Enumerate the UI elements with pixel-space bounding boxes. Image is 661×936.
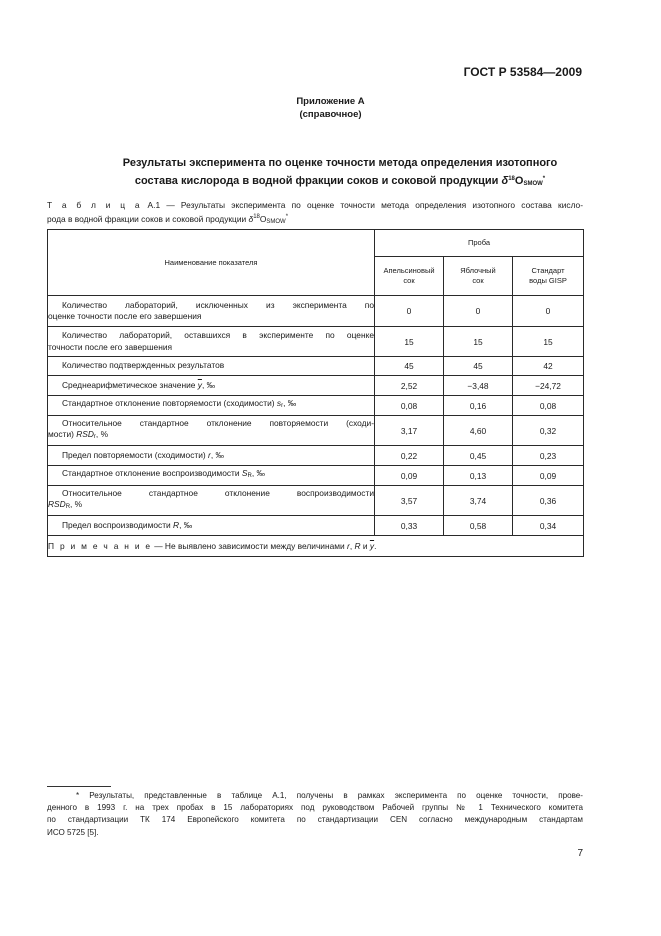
col-header-apple-juice: Яблочный сок	[444, 257, 513, 296]
cell-value: −24,72	[513, 376, 584, 396]
row-label: Количество лабораторий, исключенных из эксперимента по оценке точности после его завершения	[48, 296, 375, 327]
section-title-line2: состава кислорода в водной фракции соков и соковой продукции $\delta^{18}O_{SMOW}^*$	[134, 175, 546, 187]
cell-value: 0,23	[513, 446, 584, 466]
table-row	[48, 357, 584, 376]
row-label: Предел повторяемости (сходимости) r, ‰	[48, 446, 375, 466]
table-caption-line2: рода в водной фракции соков и соковой продукции $\delta^{18}O_{SMOW}^*$	[47, 214, 289, 225]
table-row	[48, 296, 584, 327]
cell-value: 3,17	[375, 416, 444, 446]
cell-value: 2,52	[375, 376, 444, 396]
table-note: П р и м е ч а н и е — Не выявлено зависимости между величинами r, R и $\overline{y}$.	[48, 536, 584, 557]
cell-value: 0	[444, 296, 513, 327]
cell-value: 0	[375, 296, 444, 327]
standard-code: ГОСТ Р 53584—2009	[463, 65, 582, 79]
row-label: Относительное стандартное отклонение повторяемости (сходи- мости) $RSD_r$, %	[48, 416, 375, 446]
table-row	[48, 466, 584, 486]
table-row	[48, 446, 584, 466]
col-header-name: Наименование показателя	[48, 230, 375, 296]
col-header-orange-juice: Апельсиновый сок	[375, 257, 444, 296]
cell-value: 3,57	[375, 486, 444, 516]
cell-value: 0,09	[513, 466, 584, 486]
cell-value: 0,22	[375, 446, 444, 466]
table-note-row	[48, 536, 584, 557]
table-row	[48, 396, 584, 416]
cell-value: 0,09	[375, 466, 444, 486]
cell-value: 0,08	[513, 396, 584, 416]
appendix-title: Приложение А	[296, 96, 365, 107]
table-row	[48, 416, 584, 446]
row-label: Количество подтвержденных результатов	[48, 357, 375, 376]
cell-value: 0,34	[513, 516, 584, 536]
row-label: Стандартное отклонение повторяемости (сходимости) $s_r$, ‰	[48, 396, 375, 416]
cell-value: 0,45	[444, 446, 513, 466]
cell-value: 0,13	[444, 466, 513, 486]
cell-value: 0,58	[444, 516, 513, 536]
cell-value: 15	[513, 327, 584, 357]
table-row	[48, 376, 584, 396]
appendix-subtitle: (справочное)	[299, 109, 362, 120]
cell-value: −3,48	[444, 376, 513, 396]
cell-value: 0,08	[375, 396, 444, 416]
cell-value: 42	[513, 357, 584, 376]
col-header-sample: Проба	[375, 230, 584, 257]
row-label: Стандартное отклонение воспроизводимости $S_R$, ‰	[48, 466, 375, 486]
results-table	[47, 229, 584, 557]
cell-value: 0,16	[444, 396, 513, 416]
table-row	[48, 516, 584, 536]
cell-value: 0	[513, 296, 584, 327]
cell-value: 45	[375, 357, 444, 376]
cell-value: 15	[444, 327, 513, 357]
cell-value: 0,32	[513, 416, 584, 446]
row-label: Предел воспроизводимости R, ‰	[48, 516, 375, 536]
cell-value: 45	[444, 357, 513, 376]
cell-value: 4,60	[444, 416, 513, 446]
col-header-gisp-standard: Стандарт воды GISP	[513, 257, 584, 296]
footnote-divider	[47, 786, 111, 787]
table-row	[48, 486, 584, 516]
cell-value: 15	[375, 327, 444, 357]
page-number: 7	[577, 848, 583, 859]
table-row	[48, 327, 584, 357]
cell-value: 3,74	[444, 486, 513, 516]
row-label: Среднеарифметическое значение $\overline{y}$, ‰	[48, 376, 375, 396]
footnote: * Результаты, представленные в таблице А.1, получены в рамках эксперимента по оценке точности, прове- денного в 1993 г. на трех пробах в 15 лабораториях под руководством Рабочей группы № 1 Технического комитета по стандартизации ТК 174 Европейского комитета по стандартизации CEN согласно международным стандартам ИСО 5725 [5].	[47, 791, 583, 837]
row-label: Относительное стандартное отклонение воспроизводимости $RSD_R$, %	[48, 486, 375, 516]
section-title-line1: Результаты эксперимента по оценке точности метода определения изотопного	[122, 157, 558, 169]
row-label: Количество лабораторий, оставшихся в эксперименте по оценке точности после его завершения	[48, 327, 375, 357]
table-caption-line1: Т а б л и ц а А.1 — Результаты эксперимента по оценке точности метода определения изотопного состава кисло-	[47, 200, 584, 210]
cell-value: 0,33	[375, 516, 444, 536]
cell-value: 0,36	[513, 486, 584, 516]
